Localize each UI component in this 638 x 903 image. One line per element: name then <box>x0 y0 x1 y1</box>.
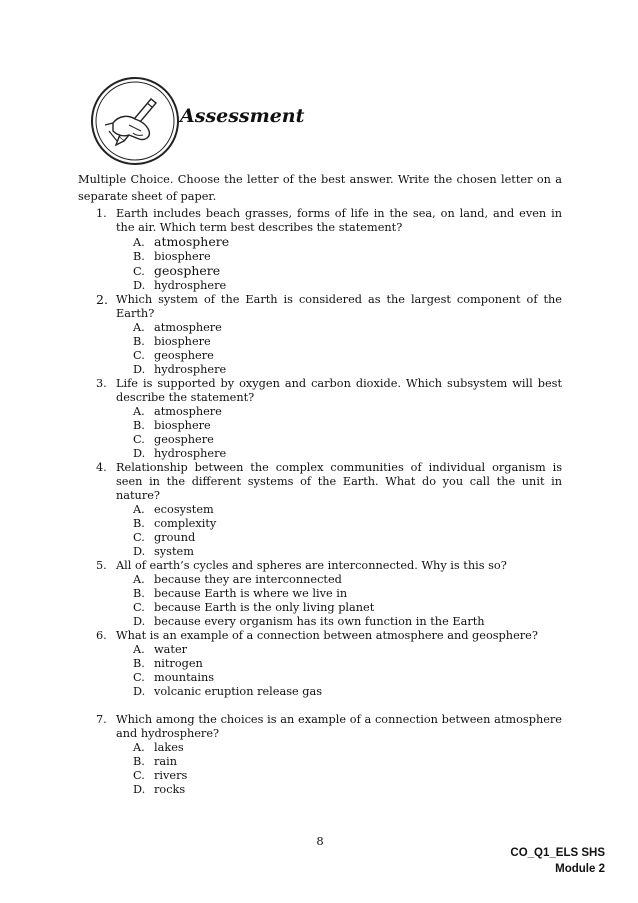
option-text: biosphere <box>154 419 211 432</box>
option <box>133 657 562 671</box>
option-list <box>133 321 562 377</box>
option <box>133 601 562 615</box>
option-text: because every organism has its own function in the Earth <box>154 615 485 628</box>
option-list <box>133 503 562 559</box>
option <box>133 503 562 517</box>
option-text: mountains <box>154 671 215 684</box>
option-text: hydrosphere <box>154 447 227 460</box>
option-letter: C. <box>133 433 145 446</box>
question-number: 2. <box>96 292 108 307</box>
option-letter: B. <box>133 517 145 530</box>
question-text: Which system of the Earth is considered as the largest component of the Earth? <box>116 293 562 320</box>
option-letter: A. <box>133 573 145 586</box>
question-text: All of earth’s cycles and spheres are interconnected. Why is this so? <box>116 559 507 572</box>
option <box>133 349 562 363</box>
question-text: Life is supported by oxygen and carbon dioxide. Which subsystem will best describe the statement? <box>116 377 562 404</box>
question-text: Relationship between the complex communities of individual organism is seen in the different systems of the Earth. What do you call the unit in nature? <box>116 461 562 502</box>
option <box>133 433 562 447</box>
option-letter: A. <box>133 321 145 334</box>
option-text: ecosystem <box>154 503 214 516</box>
option-text: biosphere <box>154 335 211 348</box>
option-text: geosphere <box>154 263 221 278</box>
question-number: 1. <box>96 207 107 220</box>
option-text: hydrosphere <box>154 363 227 376</box>
option <box>133 643 562 657</box>
option-text: hydrosphere <box>154 279 227 292</box>
option <box>133 517 562 531</box>
option <box>133 685 562 699</box>
option <box>133 741 562 755</box>
option <box>133 783 562 797</box>
option-text: geosphere <box>154 433 214 446</box>
option <box>133 573 562 587</box>
option <box>133 250 562 264</box>
option-letter: D. <box>133 279 146 292</box>
option-text: rivers <box>154 769 188 782</box>
option-letter: B. <box>133 657 145 670</box>
option-text: complexity <box>154 517 217 530</box>
module-code <box>510 845 605 877</box>
question-number: 4. <box>96 461 107 474</box>
instructions: Multiple Choice. Choose the letter of the best answer. Write the chosen letter on a separate sheet of paper. <box>78 173 562 203</box>
option-letter: A. <box>133 405 145 418</box>
option <box>133 531 562 545</box>
option-list <box>133 643 562 699</box>
page-number: 8 <box>316 834 324 848</box>
option <box>133 405 562 419</box>
question <box>78 713 562 797</box>
option <box>133 545 562 559</box>
question <box>78 293 562 377</box>
option-letter: C. <box>133 349 145 362</box>
question-list <box>78 207 562 797</box>
option-text: rain <box>154 755 178 768</box>
option-text: because Earth is where we live in <box>154 587 348 600</box>
option <box>133 769 562 783</box>
option-list <box>133 573 562 629</box>
question <box>78 377 562 461</box>
option-letter: A. <box>133 741 145 754</box>
question-text: What is an example of a connection between atmosphere and geosphere? <box>116 629 538 642</box>
option <box>133 235 562 250</box>
option-letter: D. <box>133 685 146 698</box>
option-text: atmosphere <box>154 234 230 249</box>
option-text: atmosphere <box>154 321 222 334</box>
option <box>133 615 562 629</box>
question-number: 3. <box>96 377 107 390</box>
question-number: 5. <box>96 559 107 572</box>
option-letter: B. <box>133 587 145 600</box>
question <box>78 559 562 629</box>
question <box>78 207 562 293</box>
question <box>78 629 562 699</box>
question-number: 7. <box>96 713 107 726</box>
option-text: volcanic eruption release gas <box>154 685 323 698</box>
option-text: water <box>154 643 188 656</box>
question-number: 6. <box>96 629 107 642</box>
option-letter: A. <box>133 236 145 249</box>
option-letter: C. <box>133 265 145 278</box>
option-letter: D. <box>133 783 146 796</box>
module-code-line1: CO_Q1_ELS SHS <box>510 847 605 859</box>
option <box>133 363 562 377</box>
option-text: atmosphere <box>154 405 222 418</box>
option-text: system <box>154 545 194 558</box>
option <box>133 755 562 769</box>
option-text: lakes <box>154 741 184 754</box>
page-title: Assessment <box>180 105 305 127</box>
option-text: ground <box>154 531 196 544</box>
option-letter: B. <box>133 335 145 348</box>
question <box>78 461 562 559</box>
option-text: rocks <box>154 783 186 796</box>
option <box>133 321 562 335</box>
option-list <box>133 405 562 461</box>
option <box>133 279 562 293</box>
option-text: geosphere <box>154 349 214 362</box>
option-text: because Earth is the only living planet <box>154 601 375 614</box>
option <box>133 419 562 433</box>
option-letter: A. <box>133 643 145 656</box>
option-letter: C. <box>133 531 145 544</box>
module-code-line2: Module 2 <box>555 863 605 875</box>
option <box>133 335 562 349</box>
option-letter: D. <box>133 447 146 460</box>
option-letter: D. <box>133 545 146 558</box>
option-letter: D. <box>133 615 146 628</box>
option-text: biosphere <box>154 250 211 263</box>
option <box>133 264 562 279</box>
option <box>133 587 562 601</box>
option-letter: B. <box>133 250 145 263</box>
option <box>133 447 562 461</box>
option-letter: A. <box>133 503 145 516</box>
question-text: Which among the choices is an example of a connection between atmosphere and hydrosphere? <box>116 713 562 740</box>
question-text: Earth includes beach grasses, forms of life in the sea, on land, and even in the air. Which term best describes the statement? <box>116 207 562 234</box>
option-letter: D. <box>133 363 146 376</box>
hand-writing-icon <box>89 75 181 167</box>
option-list <box>133 235 562 293</box>
option-letter: B. <box>133 755 145 768</box>
option-letter: C. <box>133 769 145 782</box>
option-text: because they are interconnected <box>154 573 342 586</box>
option-letter: C. <box>133 601 145 614</box>
option-text: nitrogen <box>154 657 203 670</box>
option <box>133 671 562 685</box>
option-list <box>133 741 562 797</box>
option-letter: B. <box>133 419 145 432</box>
option-letter: C. <box>133 671 145 684</box>
